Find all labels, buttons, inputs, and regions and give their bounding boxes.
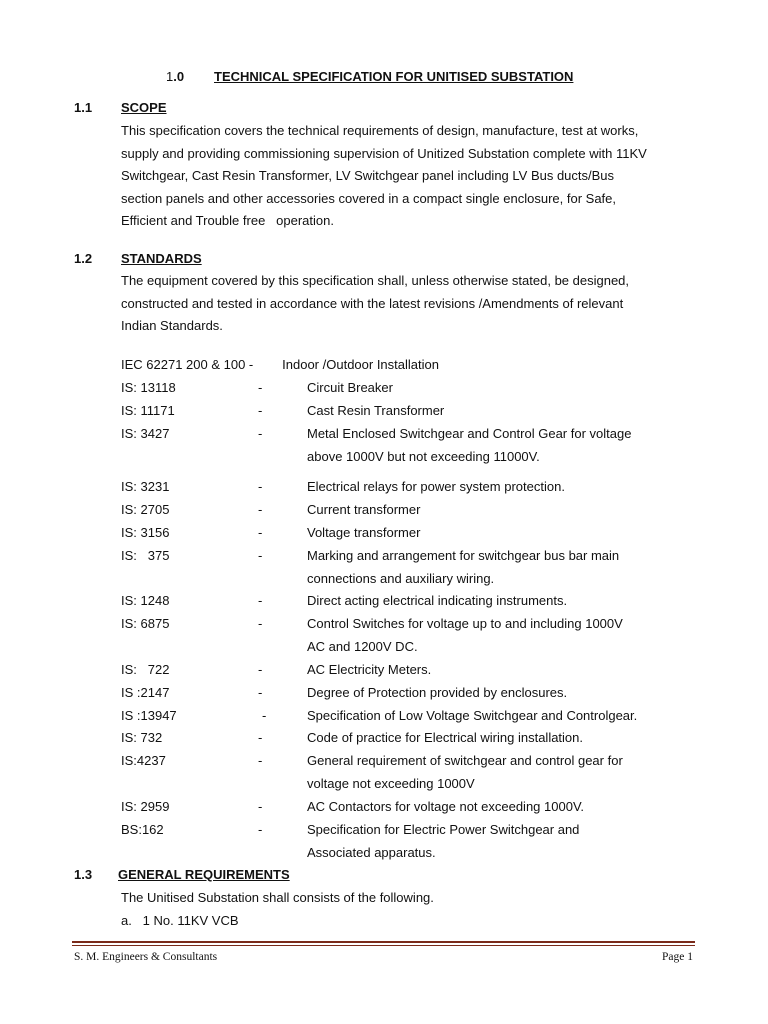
standard-description: Degree of Protection provided by enclosures. [307, 685, 568, 700]
scope-line: supply and providing commissioning supervision of Unitized Substation complete with 11KV [121, 145, 647, 161]
standard-code: IS: 732 [121, 730, 163, 745]
standard-description: Specification of Low Voltage Switchgear and Controlgear. [307, 708, 638, 723]
standard-description: Metal Enclosed Switchgear and Control Gear for voltage [307, 426, 632, 441]
standard-dash: - [258, 822, 263, 837]
scope-line: This specification covers the technical requirements of design, manufacture, test at works, [121, 123, 639, 138]
standard-description: Electrical relays for power system protection. [307, 479, 565, 494]
title-number-suffix: .0 [173, 69, 185, 84]
standard-description: Specification for Electric Power Switchgear and [307, 822, 580, 837]
standard-description: AC Contactors for voltage not exceeding 1000V. [307, 799, 585, 814]
standards-number: 1.2 [74, 251, 93, 266]
standard-dash: - [258, 685, 263, 700]
standard-description-cont: AC and 1200V DC. [307, 639, 418, 654]
standard-description: Circuit Breaker [307, 380, 393, 395]
iec-standard-entry: IEC 62271 200 & 100 - Indoor /Outdoor Installation [121, 357, 439, 372]
scope-line: Switchgear, Cast Resin Transformer, LV Switchgear panel including LV Bus ducts/Bus [121, 168, 615, 184]
standard-description-cont: Associated apparatus. [307, 845, 436, 860]
general-item-a: a. 1 No. 11KV VCB [121, 913, 239, 928]
standard-description: Cast Resin Transformer [307, 403, 445, 418]
standard-dash: - [258, 593, 263, 608]
standard-code: IS: 11171 [121, 403, 175, 418]
standard-code: IS: 722 [121, 662, 170, 677]
standards-line: constructed and tested in accordance with the latest revisions /Amendments of relevant [121, 295, 624, 311]
scope-heading: SCOPE [121, 100, 167, 115]
title-text: TECHNICAL SPECIFICATION FOR UNITISED SUBSTATION [214, 69, 574, 84]
general-heading: GENERAL REQUIREMENTS [118, 867, 290, 882]
standards-line: Indian Standards. [121, 318, 223, 334]
scope-number: 1.1 [74, 100, 93, 115]
standard-description: Marking and arrangement for switchgear bus bar main [307, 548, 620, 563]
standard-code: IS: 2959 [121, 799, 170, 814]
standard-dash: - [258, 799, 263, 814]
standard-code: IS: 3427 [121, 426, 170, 441]
standard-code: IS: 13118 [121, 380, 176, 395]
document-title [166, 69, 184, 84]
standard-code: IS: 1248 [121, 593, 170, 608]
standard-description: Current transformer [307, 502, 421, 517]
standards-line: The equipment covered by this specification shall, unless otherwise stated, be designed, [121, 273, 630, 288]
standard-dash: - [258, 403, 263, 418]
standard-description: Direct acting electrical indicating instruments. [307, 593, 568, 608]
standard-code: IS :2147 [121, 685, 170, 700]
standard-dash: - [258, 548, 263, 563]
standard-description: Voltage transformer [307, 525, 421, 540]
standard-dash: - [258, 479, 263, 494]
standard-description: AC Electricity Meters. [307, 662, 432, 677]
standard-dash: - [258, 426, 263, 441]
standard-dash: - [258, 662, 263, 677]
standard-code: IS: 3231 [121, 479, 170, 494]
standard-description-cont: voltage not exceeding 1000V [307, 776, 475, 791]
standard-description: General requirement of switchgear and control gear for [307, 753, 623, 768]
general-intro: The Unitised Substation shall consists of the following. [121, 890, 434, 905]
standard-code: IS :13947 [121, 708, 177, 723]
standard-code: IS:4237 [121, 753, 166, 768]
standard-dash: - [258, 502, 263, 517]
standard-description-cont: connections and auxiliary wiring. [307, 571, 495, 586]
general-number: 1.3 [74, 867, 93, 882]
standard-dash: - [258, 616, 263, 631]
standard-dash: - [258, 730, 263, 745]
standard-code: IS: 375 [121, 548, 170, 563]
standard-dash: - [258, 753, 263, 768]
standard-dash: - [258, 380, 263, 395]
standard-description: Control Switches for voltage up to and including 1000V [307, 616, 623, 631]
scope-line: section panels and other accessories covered in a compact single enclosure, for Safe, [121, 190, 616, 206]
footer-page-number: Page 1 [662, 951, 693, 963]
standard-code: BS:162 [121, 822, 164, 837]
scope-line: Efficient and Trouble free operation. [121, 213, 334, 229]
title-number-prefix: 1 [166, 69, 174, 84]
footer-rule-thin [72, 945, 695, 946]
footer-company: S. M. Engineers & Consultants [74, 951, 218, 963]
standards-heading: STANDARDS [121, 251, 202, 266]
scope-paragraph [121, 120, 693, 233]
standard-dash: - [258, 525, 263, 540]
standard-description: Code of practice for Electrical wiring installation. [307, 730, 584, 745]
standard-dash: - [262, 708, 267, 723]
standards-paragraph [121, 270, 693, 338]
standard-code: IS: 3156 [121, 525, 170, 540]
standard-description-cont: above 1000V but not exceeding 11000V. [307, 449, 540, 464]
standard-code: IS: 6875 [121, 616, 170, 631]
standard-code: IS: 2705 [121, 502, 170, 517]
footer-rule [72, 941, 695, 943]
